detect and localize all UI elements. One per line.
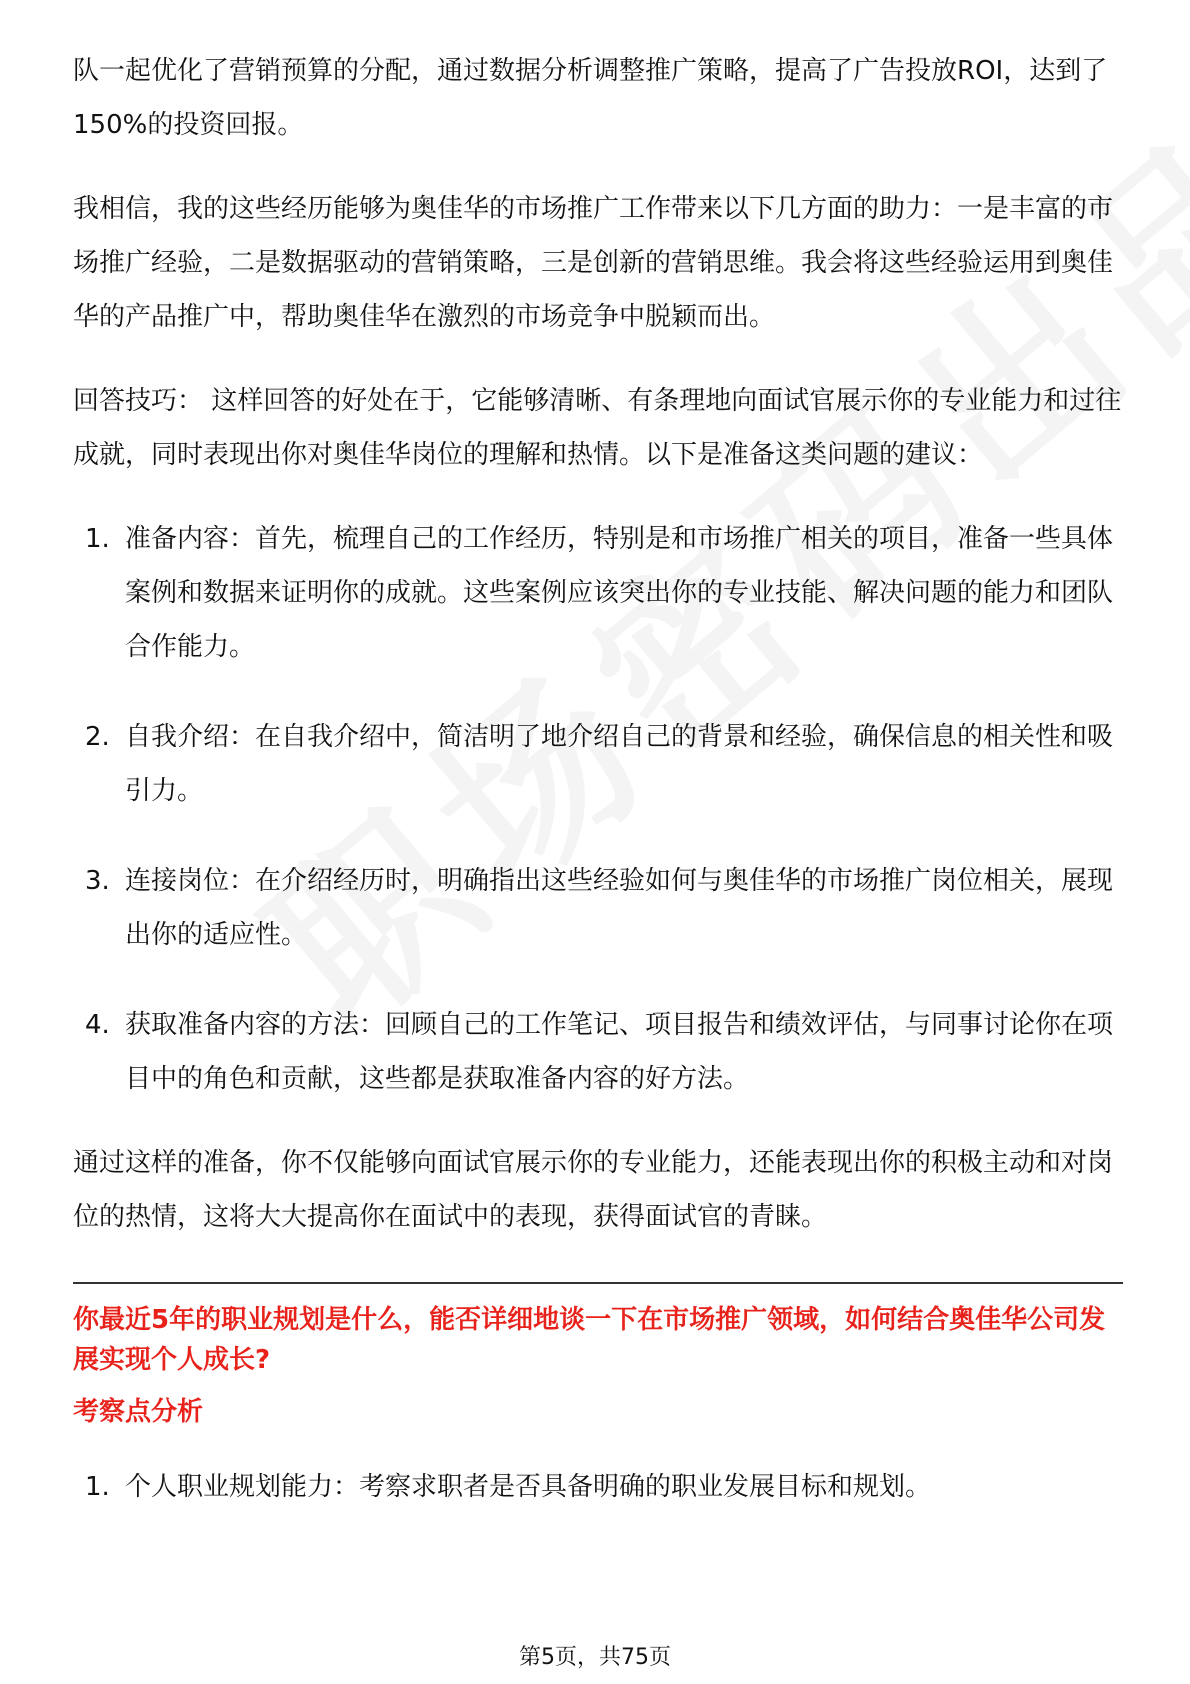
list-item bbox=[73, 1460, 1123, 1514]
analysis-heading: 考察点分析 bbox=[73, 1397, 204, 1427]
list-number: 2. bbox=[85, 722, 110, 752]
interview-question: 你最近5年的职业规划是什么，能否详细地谈一下在市场推广领域，如何结合奥佳华公司发展实现个人成长? bbox=[73, 1305, 1106, 1375]
intro-paragraph: 我相信，我的这些经历能够为奥佳华的市场推广工作带来以下几方面的助力：一是丰富的市场推广经验，二是数据驱动的营销策略，三是创新的营销思维。我会将这些经验运用到奥佳华的产品推广中，帮助奥佳华在激烈的市场竞争中脱颖而出。 bbox=[73, 194, 1114, 332]
analysis-list bbox=[73, 1460, 1123, 1514]
list-item-text: 获取准备内容的方法：回顾自己的工作笔记、项目报告和绩效评估，与同事讨论你在项目中的角色和贡献，这些都是获取准备内容的好方法。 bbox=[125, 1010, 1114, 1094]
list-number: 1. bbox=[85, 1472, 110, 1502]
list-item bbox=[73, 710, 1123, 818]
list-item bbox=[73, 854, 1123, 962]
list-item bbox=[73, 512, 1123, 674]
document-page bbox=[73, 44, 1123, 1550]
answer-tips-paragraph: 回答技巧： 这样回答的好处在于，它能够清晰、有条理地向面试官展示你的专业能力和过往成就，同时表现出你对奥佳华岗位的理解和热情。以下是准备这类问题的建议： bbox=[73, 386, 1122, 470]
list-item-text: 自我介绍：在自我介绍中，简洁明了地介绍自己的背景和经验，确保信息的相关性和吸引力。 bbox=[125, 722, 1114, 806]
closing-paragraph: 通过这样的准备，你不仅能够向面试官展示你的专业能力，还能表现出你的积极主动和对岗位的热情，这将大大提高你在面试中的表现，获得面试官的青睐。 bbox=[73, 1148, 1114, 1232]
page-footer: 第5页，共75页 bbox=[519, 1645, 671, 1670]
section-divider bbox=[73, 1282, 1123, 1284]
list-number: 3. bbox=[85, 866, 110, 896]
list-item-text: 连接岗位：在介绍经历时，明确指出这些经验如何与奥佳华的市场推广岗位相关，展现出你的适应性。 bbox=[125, 866, 1114, 950]
list-number: 1. bbox=[85, 524, 110, 554]
intro-paragraph: 队一起优化了营销预算的分配，通过数据分析调整推广策略，提高了广告投放ROI，达到了150%的投资回报。 bbox=[73, 56, 1108, 140]
list-item bbox=[73, 998, 1123, 1106]
tips-list bbox=[73, 512, 1123, 1106]
list-number: 4. bbox=[85, 1010, 110, 1040]
list-item-text: 准备内容：首先，梳理自己的工作经历，特别是和市场推广相关的项目，准备一些具体案例和数据来证明你的成就。这些案例应该突出你的专业技能、解决问题的能力和团队合作能力。 bbox=[125, 524, 1114, 662]
list-item-text: 个人职业规划能力：考察求职者是否具备明确的职业发展目标和规划。 bbox=[125, 1472, 932, 1502]
